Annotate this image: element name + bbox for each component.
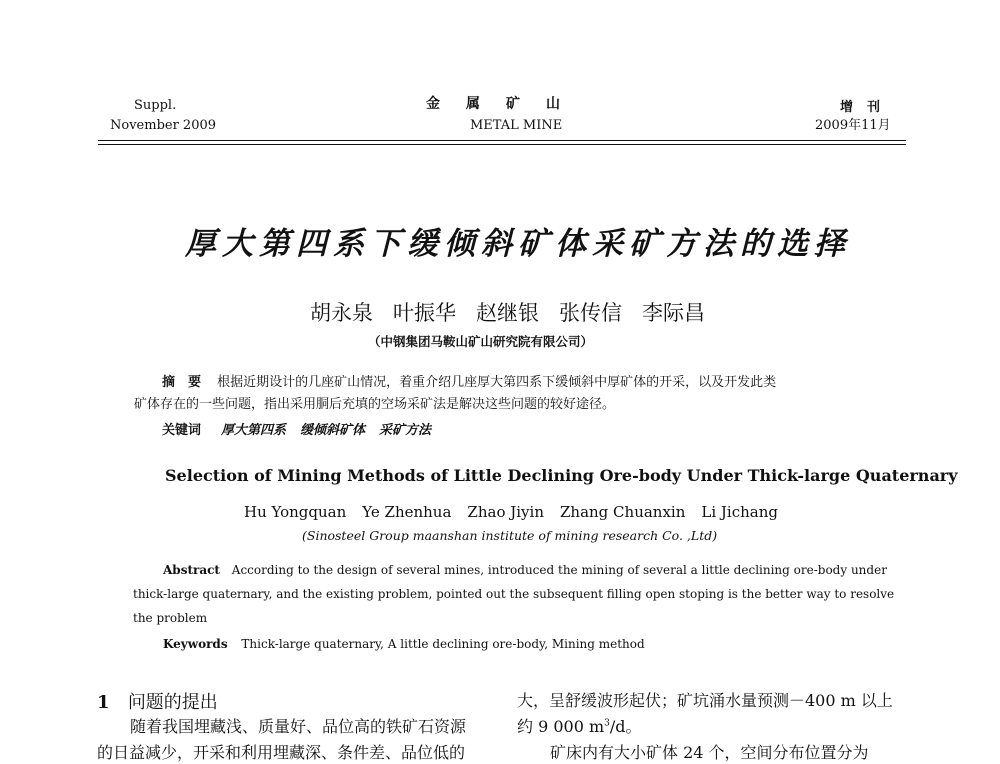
abstract-cn-label: 摘 要 <box>162 375 202 390</box>
body-left-line-2: 的日益减少，开采和利用埋藏深、条件差、品位低的 <box>97 743 466 762</box>
author-cn: 李际昌 <box>642 301 705 325</box>
keywords-en-label: Keywords <box>163 637 228 651</box>
keyword-cn: 厚大第四系 <box>221 423 287 438</box>
author-en: Ye Zhenhua <box>362 503 452 521</box>
header-date-en: November 2009 <box>110 118 217 133</box>
affiliation-cn: （中钢集团马鞍山矿山研究院有限公司） <box>368 334 594 349</box>
header-supplement-cn: 增刊 <box>840 100 895 115</box>
header-date-cn: 2009年11月 <box>815 118 891 133</box>
flow-unit: /d。 <box>609 717 642 736</box>
author-cn: 叶振华 <box>393 301 456 325</box>
paper-title-en: Selection of Mining Methods of Little Declining Ore-body Under Thick-large Quaternary <box>165 466 958 485</box>
author-cn: 胡永泉 <box>310 301 373 325</box>
header-rule <box>98 140 906 141</box>
keyword-cn: 缓倾斜矿体 <box>300 423 366 438</box>
header-suppl: Suppl. <box>134 98 177 113</box>
author-list-en <box>244 503 778 521</box>
author-cn: 赵继银 <box>476 301 539 325</box>
body-right-line-1: 大，呈舒缓波形起伏；矿坑涌水量预测－400 m 以上 <box>517 691 893 710</box>
journal-name-cn: 金属矿山 <box>426 96 586 112</box>
author-en: Zhang Chuanxin <box>560 503 686 521</box>
author-list-cn <box>310 297 705 327</box>
section-heading <box>97 688 218 714</box>
keywords-cn-label: 关键词 <box>162 423 202 438</box>
author-cn: 张传信 <box>559 301 622 325</box>
abstract-en-first-line <box>163 563 887 577</box>
keywords-en-text: Thick-large quaternary, A little declining ore-body, Mining method <box>241 637 645 651</box>
flow-value: 约 9 000 m <box>517 717 605 736</box>
abstract-en-text-3: the problem <box>133 611 208 625</box>
body-left-line-1: 随着我国埋藏浅、质量好、品位高的铁矿石资源 <box>130 717 467 736</box>
keyword-cn: 采矿方法 <box>379 423 432 438</box>
author-en: Hu Yongquan <box>244 503 347 521</box>
abstract-en-text-1: According to the design of several mines, introduced the mining of several a little declining ore-body under <box>231 563 887 577</box>
body-right-line-2 <box>517 716 642 738</box>
abstract-cn-text-2: 矿体存在的一些问题，指出采用胴后充填的空场采矿法是解决这些问题的较好途径。 <box>134 397 616 412</box>
affiliation-en: (Sinosteel Group maanshan institute of mining research Co. ,Ltd) <box>302 528 718 543</box>
keywords-en <box>163 637 645 651</box>
abstract-en-label: Abstract <box>163 563 220 577</box>
body-right-line-3: 矿床内有大小矿体 24 个，空间分布位置分为 <box>550 743 869 762</box>
journal-name-en: METAL MINE <box>470 118 563 133</box>
header-rule-thin <box>98 144 906 145</box>
section-number: 1 <box>97 692 110 713</box>
flow-unit-exponent: 3 <box>604 718 610 729</box>
author-en: Li Jichang <box>701 503 778 521</box>
keywords-cn <box>162 420 431 442</box>
abstract-cn-first-line <box>162 372 776 394</box>
abstract-cn-text-1: 根据近期设计的几座矿山情况，着重介绍几座厚大第四系下缓倾斜中厚矿体的开采，以及开发此类 <box>217 375 777 390</box>
author-en: Zhao Jiyin <box>467 503 544 521</box>
section-title: 问题的提出 <box>127 692 218 713</box>
abstract-en-text-2: thick-large quaternary, and the existing problem, pointed out the subsequent filling open stoping is the better way to resolve <box>133 587 895 601</box>
paper-title-cn: 厚大第四系下缓倾斜矿体采矿方法的选择 <box>185 226 851 262</box>
